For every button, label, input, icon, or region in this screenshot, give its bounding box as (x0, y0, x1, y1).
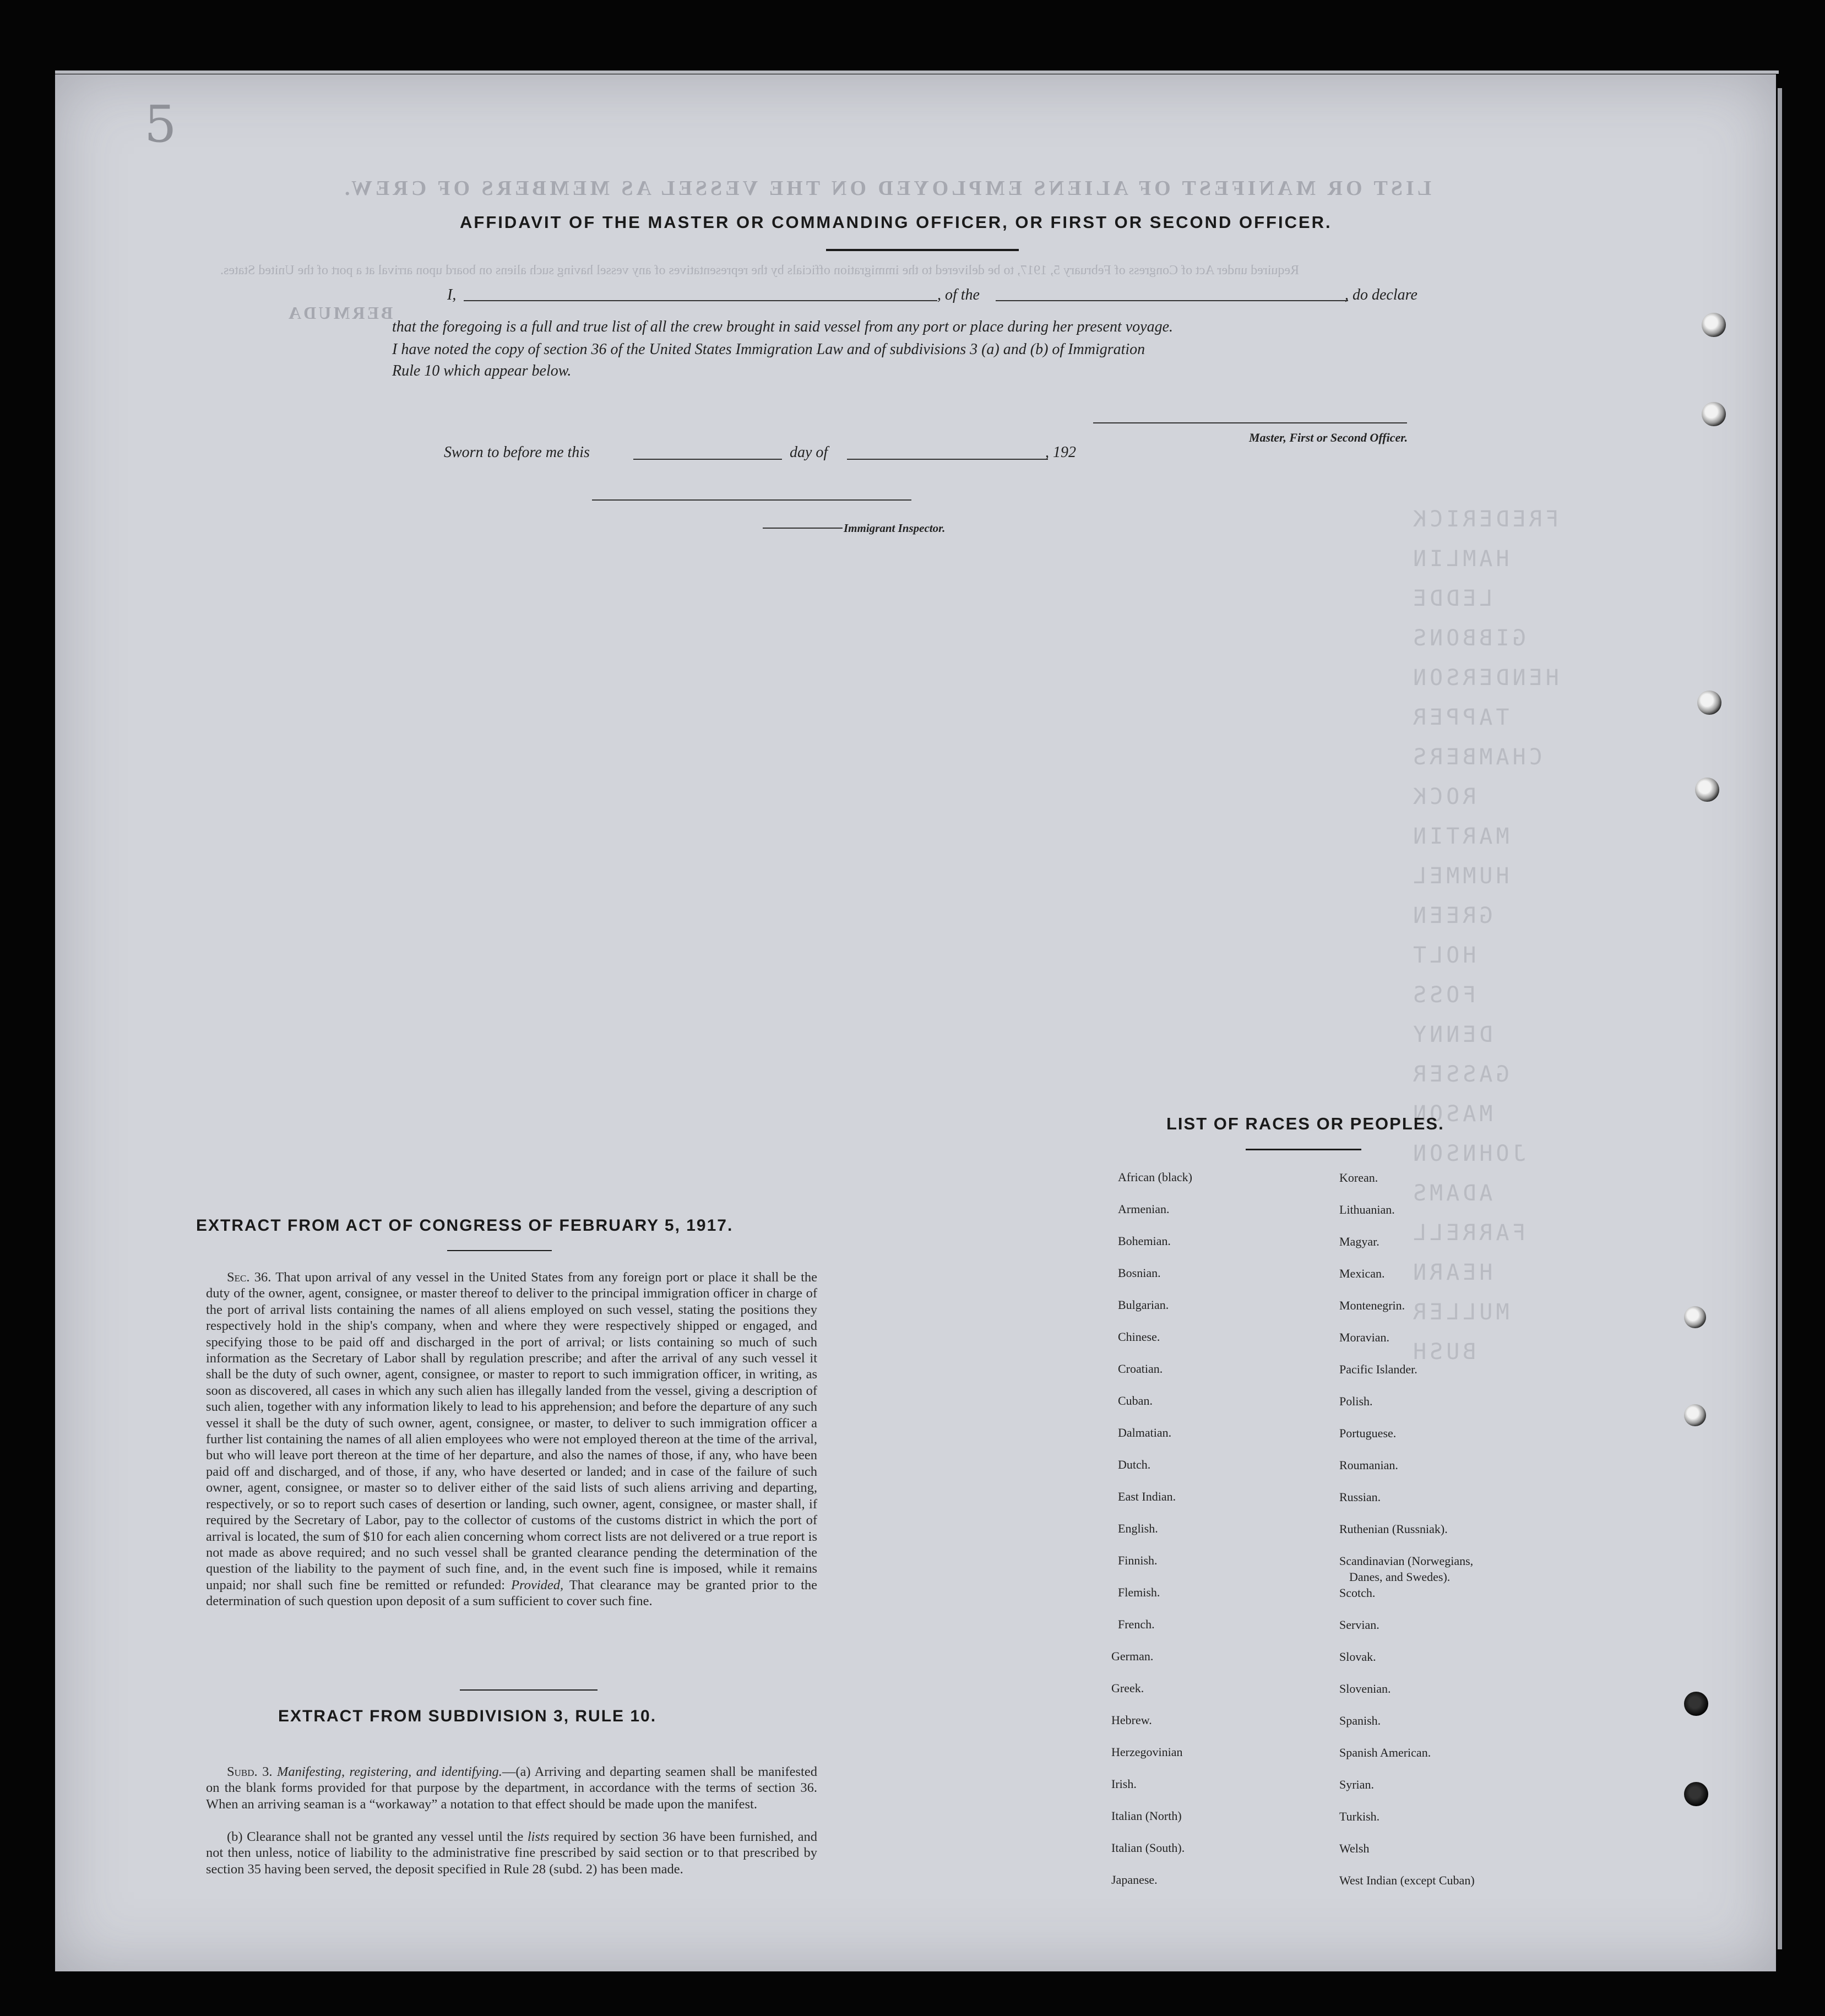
race-right-item: Slovak. (1339, 1650, 1376, 1664)
bleed-through-name: FARRELL (1410, 1220, 1526, 1246)
section-36-provided: Provided, (511, 1577, 564, 1593)
subdivision-3a-text (206, 1764, 817, 1812)
race-right-item: Ruthenian (Russniak). (1339, 1522, 1448, 1536)
race-left-item: Italian (South). (1111, 1841, 1185, 1855)
punch-hole-4 (1695, 778, 1719, 802)
race-left-item: Finnish. (1118, 1553, 1158, 1567)
punch-hole-6 (1684, 1404, 1706, 1426)
page-number: 5 (144, 95, 177, 154)
race-left-item: Japanese. (1111, 1873, 1158, 1887)
race-left-item: English. (1118, 1521, 1158, 1535)
race-left-item: Hebrew. (1111, 1713, 1152, 1727)
race-left-item: Italian (North) (1111, 1809, 1182, 1823)
inspector-signature-line (592, 499, 911, 501)
race-right-item: Spanish American. (1339, 1746, 1431, 1759)
bleed-through-name: HAMLIN (1410, 546, 1509, 572)
bleed-through-name: HOLT (1410, 943, 1476, 968)
race-left-item: African (black) (1118, 1170, 1192, 1184)
sworn-day-of-label: day of (790, 444, 828, 461)
race-left-item: Bulgarian. (1118, 1298, 1169, 1312)
bleed-through-name: CHAMBERS (1410, 745, 1542, 770)
bleed-through-name: ADAMS (1410, 1181, 1493, 1206)
bleed-through-name: GASSER (1410, 1062, 1509, 1087)
bleed-through-name: MULLER (1410, 1300, 1509, 1325)
manifest-page (55, 74, 1776, 1971)
punch-hole-7 (1684, 1692, 1708, 1716)
race-left-item: Herzegovinian (1111, 1745, 1183, 1759)
subdivision-3b-body-2: required by section 36 have been furnished, and not then unless, notice of liability to the administrative fine prescribed by said section or to that prescribed by section 35 having been served, the deposit specified in Rule 28 (subd. 2) has been made. (206, 1829, 818, 1877)
section-36-label: Sec. 36. (227, 1270, 271, 1285)
race-right-item: Russian. (1339, 1490, 1381, 1504)
race-left-item: Cuban. (1118, 1394, 1153, 1408)
affidavit-title: AFFIDAVIT OF THE MASTER OR COMMANDING OFFICER, OR FIRST OR SECOND OFFICER. (460, 213, 1332, 232)
subdivision-3a-body: —(a) Arriving and departing seamen shall be manifested on the blank forms provided for that purpose by the department, in accordance with the terms of section 36. When an arriving seaman is a “workaway” a notation to that effect should be made upon the manifest. (206, 1764, 817, 1812)
race-right-item: Scotch. (1339, 1586, 1376, 1600)
punch-hole-8 (1684, 1782, 1708, 1806)
race-right-item: Mexican. (1339, 1267, 1385, 1280)
race-right-item: Roumanian. (1339, 1458, 1398, 1472)
subdivision-3-heading: Manifesting, registering, and identifying. (276, 1764, 502, 1779)
bleed-through-name: GREEN (1410, 903, 1493, 928)
race-right-item: Welsh (1339, 1841, 1370, 1855)
race-right-item: Syrian. (1339, 1778, 1374, 1791)
rule-title: EXTRACT FROM SUBDIVISION 3, RULE 10. (278, 1707, 657, 1725)
affidavit-line-3: I have noted the copy of section 36 of the United States Immigration Law and of subdivisions 3 (a) and (b) of Immigration (392, 341, 1145, 358)
section-36-body: That upon arrival of any vessel in the United States from any foreign port or place it shall be the duty of the owner, agent, consignee, or master thereof to deliver to the principal immigration officer in charge of the port of arrival lists containing the names of all aliens employed on such vessel, stating the positions they respectively hold in the ship's company, when and where they were respectively shipped or engaged, and specifying those to be paid off and discharged in the port of arrival; or lists containing so much of such information as the Secretary of Labor shall by regulation prescribe; and after the arrival of any such vessel it shall be the duty of such owner, agent, consignee, or master to report to such immigration officer, in writing, as soon as discovered, all cases in which any such alien has illegally landed from the vessel, giving a description of such alien, together with any information likely to lead to his apprehension; and before the departure of any such vessel it shall be the duty of such owner, agent, consignee, or master, to deliver to such immigration officer a further list containing the names of all alien employees who were not employed thereon at the time of the arrival, but who will leave port thereon at the time of her departure, and also the names of those, if any, who have been paid off and discharged, and of those, if any, who have deserted or landed; and in case of the failure of such owner, agent, consignee, or master so to deliver either of the said lists of such aliens arriving and departing, respectively, or so to report such cases of desertion or landing, such owner, agent, consignee, or master shall, if required by the Secretary of Labor, pay to the collector of customs of the customs district in which the port of arrival is located, the sum of $10 for each alien concerning whom correct lists are not delivered or a true report is not made as above required; and no such vessel shall be granted clearance pending the determination of the question of the liability to the payment of such fine, and, in the event such fine is imposed, while it remains unpaid; nor shall such fine be remitted or refunded: (206, 1270, 817, 1593)
affidavit-of-the-label: , of the (937, 286, 980, 303)
punch-hole-3 (1697, 691, 1721, 715)
affidavit-line-4: Rule 10 which appear below. (392, 362, 572, 379)
subdivision-3b-lists: lists (527, 1829, 550, 1844)
bleed-through-name: MASON (1410, 1101, 1493, 1127)
master-signature-line (1093, 422, 1407, 423)
race-left-item: Greek. (1111, 1681, 1144, 1695)
inspector-label: Immigrant Inspector. (844, 521, 946, 535)
subdivision-3b-text (206, 1829, 817, 1877)
bleed-through-port: BERMUDA (286, 303, 393, 323)
affidavit-i-label: I, (447, 286, 457, 303)
section-36-text (206, 1269, 817, 1610)
sworn-day-line (633, 459, 782, 460)
race-left-item: Armenian. (1118, 1202, 1170, 1216)
race-left-item: Flemish. (1118, 1585, 1160, 1599)
race-left-item: Croatian. (1118, 1362, 1163, 1376)
race-left-item: East Indian. (1118, 1490, 1176, 1503)
subdivision-3b-body-1: (b) Clearance shall not be granted any vessel until the (227, 1829, 524, 1844)
bleed-through-name: FOSS (1410, 982, 1476, 1008)
race-right-item: Turkish. (1339, 1809, 1380, 1823)
bleed-through-name: BUSH (1410, 1339, 1476, 1365)
section-36-tail: That clearance may be granted prior to the determination of such question upon deposit of a sum sufficient to cover such fine. (206, 1577, 818, 1609)
bleed-through-name: LEDDE (1410, 586, 1493, 611)
officer-name-line (464, 300, 937, 301)
race-left-item: Irish. (1111, 1777, 1137, 1791)
bleed-through-subheader: Required under Act of Congress of February 5, 1917, to be delivered to the immigration officials by the representatives of any vessel having such aliens on board upon arrival at a port of the United States. (220, 263, 1300, 278)
race-left-item: German. (1111, 1649, 1154, 1663)
race-left-item: Chinese. (1118, 1330, 1160, 1344)
race-right-item: Polish. (1339, 1394, 1373, 1408)
bleed-through-name: DENNY (1410, 1022, 1493, 1047)
bleed-through-name: TAPPER (1410, 705, 1509, 730)
punch-hole-5 (1684, 1306, 1706, 1328)
bleed-through-name: JOHNSON (1410, 1141, 1526, 1166)
bleed-through-name: FREDERICK (1410, 507, 1559, 532)
race-right-item: Moravian. (1339, 1330, 1390, 1344)
race-right-item: Korean. (1339, 1171, 1378, 1184)
affidavit-declare-label: , do declare (1345, 286, 1417, 303)
sworn-year-label: , 192 (1045, 444, 1076, 461)
race-left-item: Bosnian. (1118, 1266, 1161, 1280)
act-title-rule (447, 1250, 552, 1251)
subdivision-3-label: Subd. 3. (227, 1764, 273, 1779)
affidavit-line-2: that the foregoing is a full and true list of all the crew brought in said vessel from any port or place during her present voyage. (392, 318, 1174, 335)
races-title: LIST OF RACES OR PEOPLES. (1166, 1114, 1444, 1133)
bleed-through-name: MARTIN (1410, 824, 1509, 849)
race-right-item: Slovenian. (1339, 1682, 1391, 1696)
race-right-item: Spanish. (1339, 1714, 1381, 1727)
race-left-item: Bohemian. (1118, 1234, 1171, 1248)
bleed-through-name: GIBBONS (1410, 626, 1526, 651)
punch-hole-1 (1702, 313, 1726, 337)
race-right-item: Danes, and Swedes). (1349, 1570, 1451, 1584)
bleed-through-name: HEARN (1410, 1260, 1493, 1285)
sworn-before-label: Sworn to before me this (444, 444, 590, 461)
race-right-item: Magyar. (1339, 1235, 1379, 1248)
punch-hole-2 (1702, 402, 1726, 426)
race-right-item: Lithuanian. (1339, 1203, 1395, 1216)
bleed-through-name: ROCK (1410, 784, 1476, 809)
bleed-through-header: LIST OR MANIFEST OF ALIENS EMPLOYED ON THE VESSEL AS MEMBERS OF CREW. (341, 177, 1432, 200)
race-right-item: Scandinavian (Norwegians, (1339, 1554, 1474, 1568)
race-right-item: West Indian (except Cuban) (1339, 1873, 1475, 1887)
race-right-item: Servian. (1339, 1618, 1379, 1632)
vessel-name-line (996, 300, 1348, 301)
act-title: EXTRACT FROM ACT OF CONGRESS OF FEBRUARY 5, 1917. (196, 1216, 734, 1235)
race-left-item: Dutch. (1118, 1458, 1151, 1471)
master-signature-label: Master, First or Second Officer. (1249, 431, 1408, 444)
bleed-through-name: HENDERSON (1410, 665, 1559, 691)
affidavit-title-rule (826, 249, 1019, 251)
inspector-short-line (763, 528, 843, 529)
act-end-rule (460, 1689, 598, 1691)
bleed-through-name: HUMMEL (1410, 863, 1509, 889)
race-left-item: French. (1118, 1617, 1155, 1631)
race-right-item: Pacific Islander. (1339, 1362, 1417, 1376)
race-right-item: Portuguese. (1339, 1426, 1397, 1440)
race-right-item: Montenegrin. (1339, 1298, 1405, 1312)
race-left-item: Dalmatian. (1118, 1426, 1172, 1439)
races-title-rule (1246, 1149, 1361, 1150)
sworn-month-line (847, 459, 1048, 460)
